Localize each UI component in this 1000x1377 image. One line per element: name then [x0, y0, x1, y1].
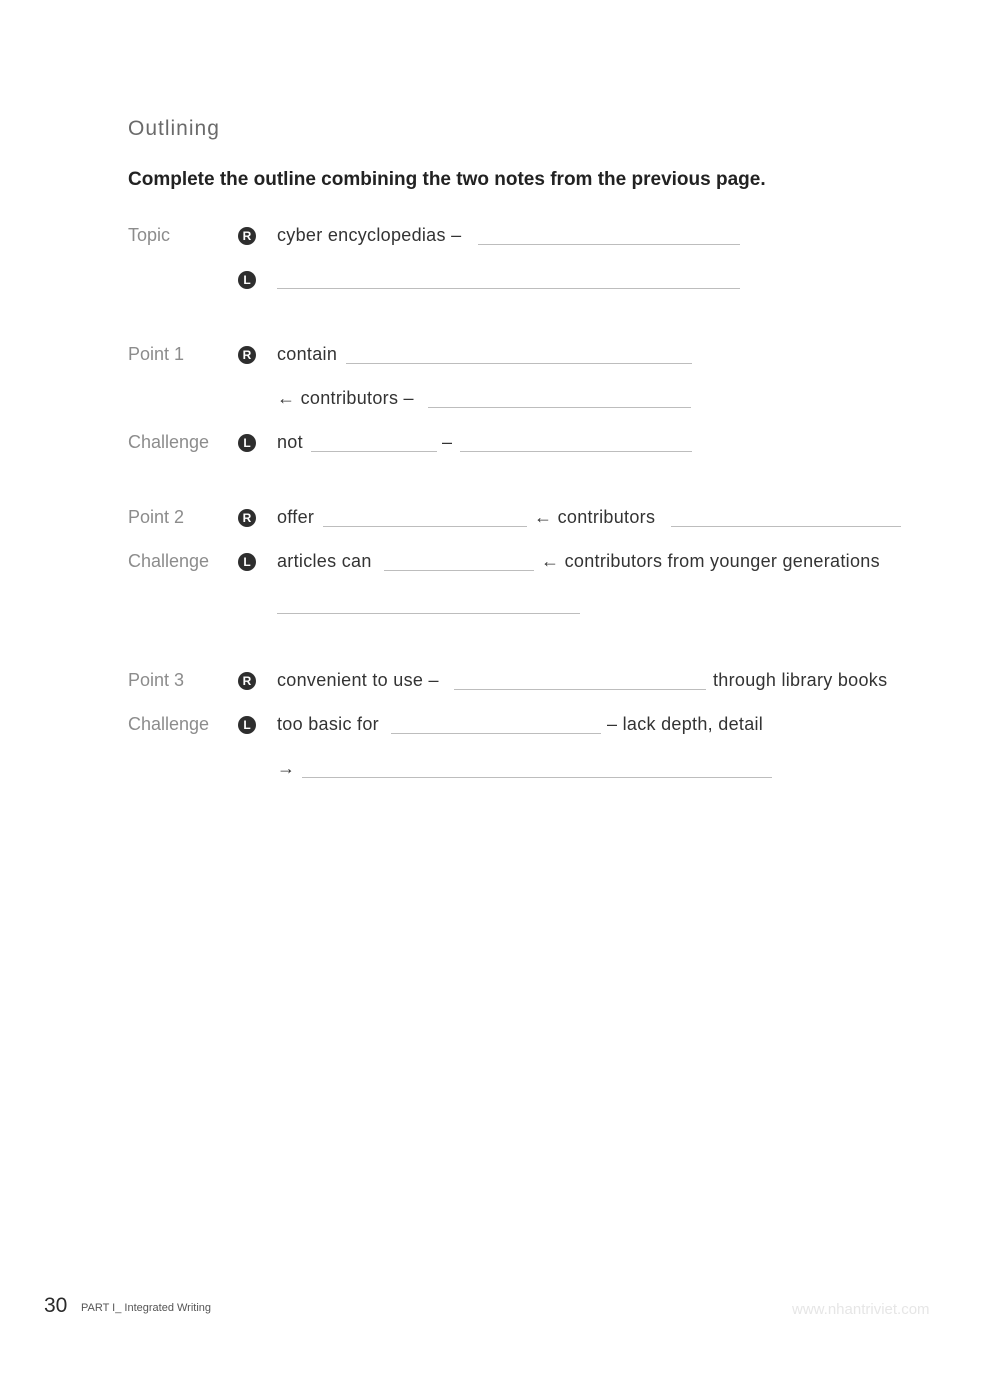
point1-challenge-blank-a[interactable]: [311, 451, 437, 452]
point2-reading-blank-a[interactable]: [323, 526, 527, 527]
point1-challenge-blank-b[interactable]: [460, 451, 692, 452]
section-heading: Outlining: [128, 117, 220, 140]
point3-challenge-text: too basic for: [277, 714, 379, 734]
point3-challenge-label: Challenge: [128, 714, 210, 734]
point1-challenge-dash: –: [442, 432, 453, 452]
point3-reading-text: convenient to use –: [277, 670, 439, 690]
topic-listening-blank[interactable]: [277, 288, 740, 289]
point3-lack-depth-text: – lack depth, detail: [607, 714, 764, 734]
listening-badge-icon: L: [238, 434, 256, 452]
listening-badge-icon: L: [238, 553, 256, 571]
right-arrow-icon: →: [277, 758, 296, 778]
point2-label: Point 2: [128, 507, 185, 527]
point2-reading-text: offer: [277, 507, 315, 527]
point2-reading-blank-b[interactable]: [671, 526, 901, 527]
reading-badge-icon: R: [238, 346, 256, 364]
reading-badge-icon: R: [238, 509, 256, 527]
point2-challenge-contributors-text: ← contributors from younger generations: [541, 551, 880, 571]
topic-reading-blank[interactable]: [478, 244, 740, 245]
point3-reading-blank[interactable]: [454, 689, 706, 690]
instruction-text: Complete the outline combining the two notes from the previous page.: [128, 169, 766, 190]
point3-result-blank[interactable]: [302, 777, 772, 778]
point1-contributors-text: ← contributors –: [277, 388, 414, 408]
point2-challenge-text: articles can: [277, 551, 372, 571]
point3-library-text: through library books: [713, 670, 888, 690]
point1-contributors-blank[interactable]: [428, 407, 691, 408]
listening-badge-icon: L: [238, 716, 256, 734]
point1-reading-text: contain: [277, 344, 338, 364]
point2-challenge-label: Challenge: [128, 551, 210, 571]
page-number: 30: [44, 1294, 68, 1317]
point2-challenge-blank-a[interactable]: [384, 570, 534, 571]
point2-challenge-blank-b[interactable]: [277, 613, 580, 614]
part-label: PART I_ Integrated Writing: [81, 1302, 212, 1314]
point3-challenge-blank[interactable]: [391, 733, 601, 734]
point1-label: Point 1: [128, 344, 185, 364]
reading-badge-icon: R: [238, 227, 256, 245]
point1-reading-blank[interactable]: [346, 363, 692, 364]
watermark-text: www.nhantriviet.com: [792, 1301, 930, 1318]
point1-challenge-label: Challenge: [128, 432, 210, 452]
point3-label: Point 3: [128, 670, 185, 690]
point1-challenge-text: not: [277, 432, 303, 452]
point2-contributors-text: ← contributors: [534, 507, 656, 527]
reading-badge-icon: R: [238, 672, 256, 690]
listening-badge-icon: L: [238, 271, 256, 289]
topic-label: Topic: [128, 225, 171, 245]
topic-reading-text: cyber encyclopedias –: [277, 225, 462, 245]
